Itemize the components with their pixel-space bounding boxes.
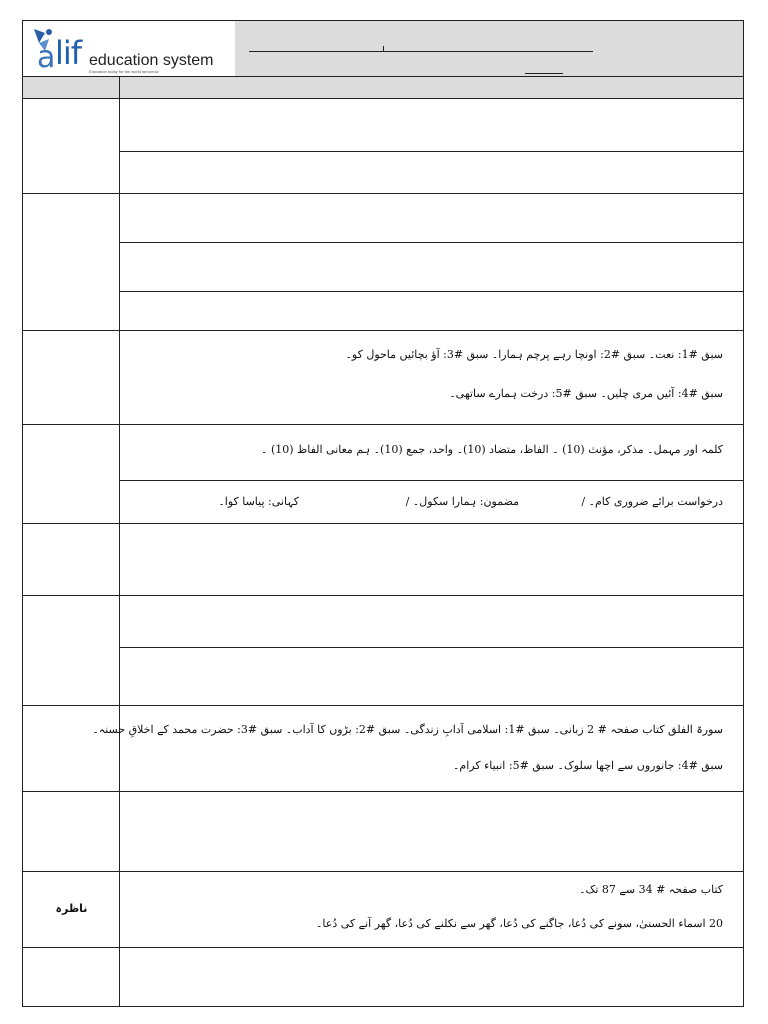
table-row [23,595,743,705]
content-line: کتاب صفحہ # 34 سے 87 تک۔ [579,883,723,896]
logo-subtitle: education system [89,52,214,69]
row-divider [120,242,743,243]
table-row [23,947,743,1007]
subject-cell [23,872,120,947]
school-logo [23,21,236,76]
writing-item: مضمون: ہمارا سکول۔ / [405,495,519,508]
logo-initial: a [37,40,56,75]
table-row [23,871,743,947]
header-title-band [235,21,743,76]
row-divider [120,480,743,481]
content-line: سورۃ الفلق کتاب صفحہ # 2 زبانی۔ سبق #1: اسلامی آدابِ زندگی۔ سبق #2: بڑوں کا آداب۔ سبق #3: حضرت محمد کے اخلاقِ حسنہ۔ [92,723,723,736]
subject-cell [23,596,120,705]
subject-cell [23,331,120,424]
document-header [23,21,743,76]
subject-cell [23,425,120,523]
table-row [23,193,743,330]
table-header-row [23,76,743,98]
content-line: سبق #4: جانوروں سے اچھا سلوک۔ سبق #5: انبیاء کرام۔ [452,759,723,772]
header-subtitle-line [525,73,563,74]
content-line: کلمہ اور مہمل۔ مذکر، مؤنث (10) ۔ الفاظ، متضاد (10)۔ واحد، جمع (10)۔ ہم معانی الفاظ (10) ۔ [261,443,723,456]
subject-cell [23,706,120,791]
header-left-cell [23,77,120,98]
writing-item: کہانی: پیاسا کوا۔ [218,495,299,508]
row-divider [120,291,743,292]
table-row [23,705,743,791]
logo-brand: lif [55,34,82,72]
content-line: 20 اسماء الحسنیٰ، سونے کی دُعا، جاگنے کی دُعا، گھر سے نکلنے کی دُعا، گھر آنے کی دُعا۔ [315,917,723,930]
logo-tagline: Education today for the world tomorrow [89,69,159,74]
table-row [23,424,743,523]
content-line: سبق #4: آئیں مری چلیں۔ سبق #5: درخت ہمارے ساتھی۔ [449,387,723,400]
subject-cell [23,194,120,330]
writing-item: درخواست برائے ضروری کام۔ / [581,495,723,508]
subject-cell [23,524,120,595]
table-row [23,791,743,871]
table-row [23,98,743,193]
subject-cell [23,792,120,871]
header-title-line [249,51,593,52]
subject-cell [23,948,120,1007]
table-row [23,330,743,424]
subject-cell [23,99,120,193]
content-line: سبق #1: نعت۔ سبق #2: اونچا رہے پرچم ہمارا۔ سبق #3: آؤ بچائیں ماحول کو۔ [345,348,723,361]
nazra-label: ناظرہ [55,902,88,915]
row-divider [120,647,743,648]
syllabus-sheet [22,20,744,1007]
table-row [23,523,743,595]
row-divider [120,151,743,152]
